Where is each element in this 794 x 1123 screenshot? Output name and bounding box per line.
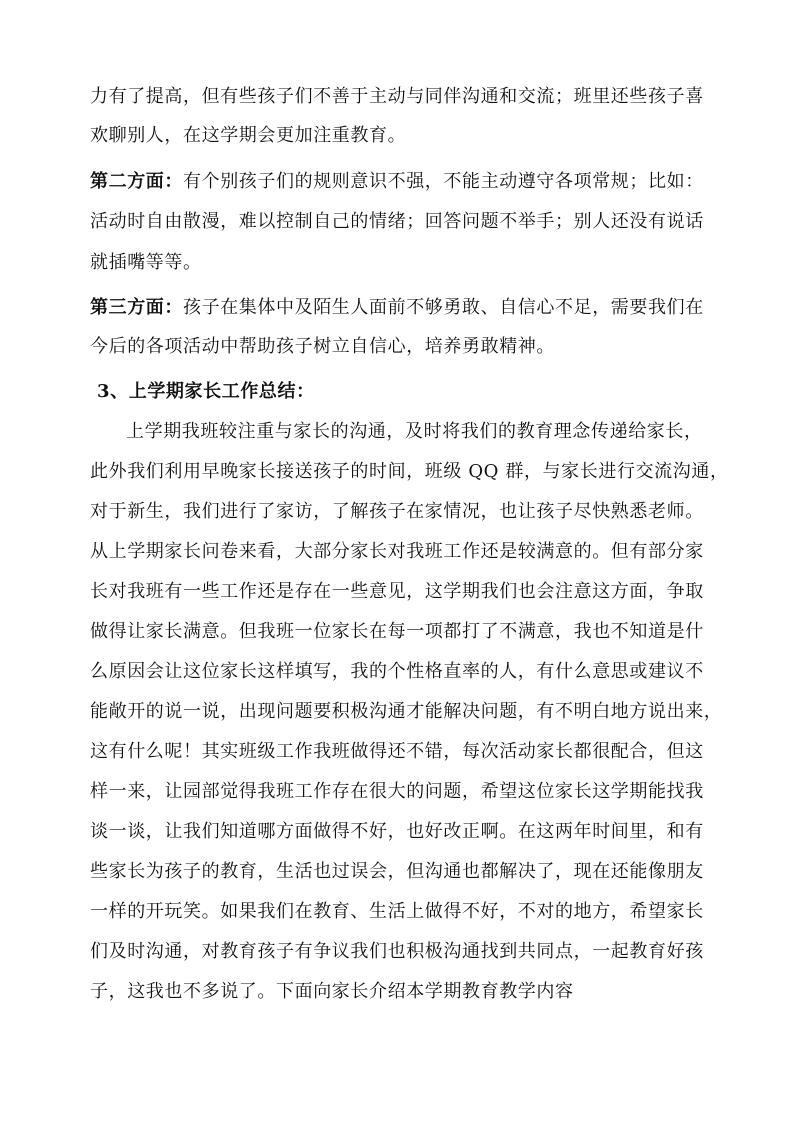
text-line: 们及时沟通，对教育孩子有争议我们也积极沟通找到共同点，一起教育好孩 — [90, 941, 704, 962]
text-line: 上学期我班较注重与家长的沟通，及时将我们的教育理念传递给家长， — [126, 421, 703, 442]
point-three-label: 第三方面： — [90, 297, 183, 318]
text-line: 些家长为孩子的教育，生活也过误会，但沟通也都解决了，现在还能像朋友 — [90, 861, 704, 882]
text-line: 长对我班有一些工作还是存在一些意见，这学期我们也会注意这方面，争取 — [90, 581, 704, 602]
point-two-label: 第二方面： — [90, 171, 183, 192]
point-two-text: 有个别孩子们的规则意识不强，不能主动遵守各项常规；比如： — [183, 171, 704, 192]
point-two-line — [90, 170, 704, 194]
text-line: 样一来，让园部觉得我班工作存在很大的问题，希望这位家长这学期能找我 — [90, 781, 704, 802]
text-line: 欢聊别人，在这学期会更加注重教育。 — [90, 125, 407, 146]
text-line: 力有了提高，但有些孩子们不善于主动与同伴沟通和交流；班里还些孩子喜 — [90, 86, 704, 107]
point-three-line — [90, 296, 704, 320]
text-line: 子，这我也不多说了。下面向家长介绍本学期教育教学内容 — [90, 981, 574, 1002]
text-line: 一样的开玩笑。如果我们在教育、生活上做得不好，不对的地方，希望家长 — [90, 901, 704, 922]
text-line: 能敞开的说一说，出现问题要积极沟通才能解决问题，有不明白地方说出来， — [90, 701, 723, 722]
section-heading: 3、上学期家长工作总结： — [97, 381, 315, 402]
point-three-text: 孩子在集体中及陌生人面前不够勇敢、自信心不足，需要我们在 — [183, 297, 704, 318]
text-line: 活动时自由散漫，难以控制自己的情绪；回答问题不举手；别人还没有说话 — [90, 211, 704, 232]
text-line: 做得让家长满意。但我班一位家长在每一项都打了不满意，我也不知道是什 — [90, 621, 704, 642]
text-line: 就插嘴等等。 — [90, 252, 202, 273]
text-line: 此外我们利用早晚家长接送孩子的时间，班级 QQ 群，与家长进行交流沟通， — [90, 461, 729, 482]
text-line: 从上学期家长问卷来看，大部分家长对我班工作还是较满意的。但有部分家 — [90, 541, 704, 562]
text-line: 对于新生，我们进行了家访，了解孩子在家情况，也让孩子尽快熟悉老师。 — [90, 501, 704, 522]
text-line: 这有什么呢！其实班级工作我班做得还不错，每次活动家长都很配合，但这 — [90, 741, 704, 762]
text-line: 么原因会让这位家长这样填写，我的个性格直率的人，有什么意思或建议不 — [90, 661, 704, 682]
text-line: 谈一谈，让我们知道哪方面做得不好，也好改正啊。在这两年时间里，和有 — [90, 821, 704, 842]
text-line: 今后的各项活动中帮助孩子树立自信心，培养勇敢精神。 — [90, 336, 555, 357]
